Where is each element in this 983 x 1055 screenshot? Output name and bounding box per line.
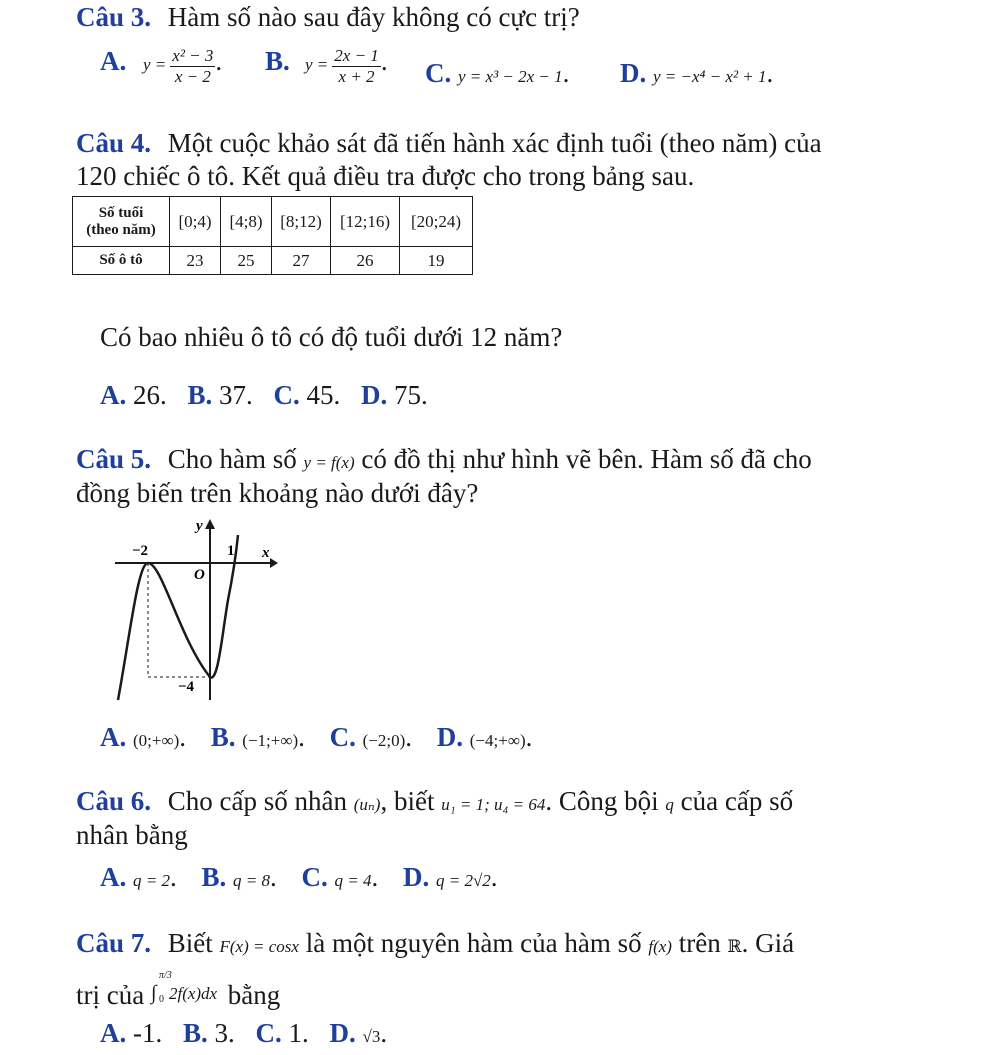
option-end: . [298,722,305,752]
option-letter: B. [265,46,290,76]
option-text: √3 [362,1027,381,1046]
option-text: 45. [306,380,341,410]
option-end: . [562,58,570,88]
option-letter: B. [201,862,227,892]
option-letter: D. [402,862,430,892]
math-expr: y = x³ − 2x − 1 [458,67,563,86]
math-lhs: y = [305,55,329,75]
q6-line2: nhân bằng [76,820,188,850]
option-letter: D. [329,1018,356,1048]
q5-option-b[interactable] [211,722,305,752]
q4-option-b[interactable] [188,380,253,410]
q7-F: F(x) = cosx [219,937,299,956]
option-text: 37. [219,380,253,410]
q3-option-b[interactable] [265,46,290,77]
q7-f: f(x) [648,937,672,956]
option-letter: D. [436,722,464,752]
count-cell: 27 [272,247,331,275]
integral-sign-icon: ∫ [150,981,157,1004]
x-axis-arrow-icon [270,558,278,568]
option-letter: C. [255,1018,282,1048]
q4-line2: 120 chiếc ô tô. Kết quả điều tra được cho trong bảng sau. [76,161,695,191]
option-letter: B. [210,722,236,752]
fraction-denominator: x − 2 [174,67,211,86]
interval-cell: [4;8) [221,197,272,247]
q5-options [100,722,532,753]
q3-option-a-expr [143,46,222,87]
q7-text-mid2: trên [678,928,721,958]
q6-cond: u₁ = 1; u₄ = 64 [441,795,546,814]
q7-option-c[interactable] [256,1018,309,1048]
row-label-cell: Số ô tô [73,247,170,275]
q6-text-mid: , biết [380,786,435,816]
q7-text-mid: là một nguyên hàm của hàm số [305,928,642,958]
q7-real-set: ℝ [727,937,742,956]
option-letter: D. [620,58,647,88]
interval-cell: [0;4) [170,197,221,247]
option-letter: B. [183,1018,208,1048]
option-text: (−4;+∞) [469,731,526,750]
count-cell: 19 [400,247,473,275]
q4-question: Có bao nhiêu ô tô có độ tuổi dưới 12 năm? [100,322,563,352]
option-end: . [179,722,187,752]
q6-label: Câu 6. [76,786,152,816]
option-end: . [380,46,388,77]
header-label-1: Số tuổi [98,204,144,221]
header-label-2: (theo năm) [86,221,156,238]
q3-option-d[interactable] [620,58,773,89]
option-end: . [380,1018,388,1048]
option-letter: A. [100,862,127,892]
q7-options [100,1018,387,1049]
q5-func: y = f(x) [303,453,355,472]
q3-option-a[interactable] [100,46,126,77]
option-text: 3. [214,1018,235,1048]
option-letter: C. [273,380,300,410]
y-tick-neg4: −4 [178,679,195,695]
math-lhs: y = [143,55,167,75]
q4-option-c[interactable] [274,380,341,410]
q7-text-post: . Giá [741,928,795,958]
fraction-numerator: x² − 3 [172,46,214,65]
option-end: . [269,862,277,892]
q6-option-a[interactable] [100,862,177,892]
q7-option-d[interactable] [330,1018,388,1048]
fraction-denominator: x + 2 [338,67,375,86]
q7-label: Câu 7. [76,928,152,958]
y-axis-label: y [196,518,203,534]
option-end: . [371,862,379,892]
option-end: . [169,862,177,892]
q4-line1 [76,128,822,159]
q6-text-post: của cấp số [680,786,794,816]
q3-line [76,2,580,33]
x-tick-neg2: −2 [132,543,149,559]
origin-label: O [194,567,205,583]
q4-option-d[interactable] [361,380,428,410]
q7-line2 [76,969,281,1012]
q7-line2-post: bằng [227,980,281,1010]
q4-options [100,380,428,411]
q6-option-c[interactable] [301,862,378,892]
option-letter: C. [329,722,356,752]
option-letter: A. [100,1018,127,1048]
q5-text-pre: Cho hàm số [167,444,297,474]
q6-q-var: q [665,795,674,814]
option-letter: D. [361,380,388,410]
interval-cell: [8;12) [272,197,331,247]
option-end: . [525,722,533,752]
option-text: q = 2 [133,871,170,890]
option-letter: C. [301,862,328,892]
x-axis-label: x [262,545,270,561]
count-cell: 26 [331,247,400,275]
option-text: q = 2√2 [435,871,491,890]
q5-option-a[interactable] [100,722,186,752]
q5-option-d[interactable] [437,722,533,752]
function-curve [118,535,238,700]
q4-text-1: Một cuộc khảo sát đã tiến hành xác định tuổi (theo năm) của [167,128,822,158]
q6-text-mid2: . Công bội [545,786,659,816]
option-text: (−1;+∞) [242,731,299,750]
option-text: 26. [133,380,167,410]
count-cell: 23 [170,247,221,275]
q3-text: Hàm số nào sau đây không có cực trị? [167,2,580,32]
age-table [72,196,473,275]
option-letter: B. [187,380,213,410]
option-text: 1. [288,1018,309,1048]
option-end: . [405,722,413,752]
option-text: -1. [133,1018,163,1048]
option-letter: C. [425,58,452,88]
q7-option-a[interactable] [100,1018,162,1048]
option-text: (−2;0) [362,731,406,750]
interval-cell: [20;24) [400,197,473,247]
q3-option-b-expr [305,46,388,87]
q7-text-pre: Biết [167,928,213,958]
table-header-cell [73,197,170,247]
integral-upper-limit: π/3 [158,969,172,981]
math-expr: y = −x⁴ − x² + 1 [653,67,767,86]
q5-label: Câu 5. [76,444,152,474]
integral-lower-limit: 0 [158,993,164,1005]
q6-options [100,862,498,893]
option-letter: A. [100,380,127,410]
option-text: q = 8 [233,871,270,890]
x-tick-1: 1 [227,543,235,559]
option-end: . [490,862,498,892]
q7-option-b[interactable] [183,1018,235,1048]
q6-line1 [76,786,793,817]
option-letter: A. [100,46,127,76]
q3-option-c[interactable] [425,58,569,89]
option-text: q = 4 [334,871,372,890]
q6-seq: (uₙ) [353,795,381,814]
q5-line1 [76,444,812,475]
option-end: . [766,58,774,88]
q5-text-post: có đồ thị như hình vẽ bên. Hàm số đã cho [361,444,812,474]
integral-expression [150,969,221,1012]
count-cell: 25 [221,247,272,275]
q7-line1 [76,928,794,959]
q5-line2: đồng biến trên khoảng nào dưới đây? [76,478,479,508]
y-axis-arrow-icon [205,519,215,529]
interval-cell: [12;16) [331,197,400,247]
option-text: 75. [394,380,428,410]
q4-label: Câu 4. [76,128,152,158]
function-graph [110,515,280,705]
q4-option-a[interactable] [100,380,167,410]
q7-line2-pre: trị của [76,980,145,1010]
option-text: (0;+∞) [133,731,180,750]
q3-label: Câu 3. [76,2,152,32]
option-letter: A. [100,722,127,752]
q6-option-d[interactable] [403,862,498,892]
fraction-numerator: 2x − 1 [334,46,379,65]
q5-option-c[interactable] [330,722,412,752]
integrand: 2f(x)dx [168,983,218,1003]
option-end: . [215,46,223,77]
q6-text-pre: Cho cấp số nhân [167,786,347,816]
q6-option-b[interactable] [201,862,276,892]
